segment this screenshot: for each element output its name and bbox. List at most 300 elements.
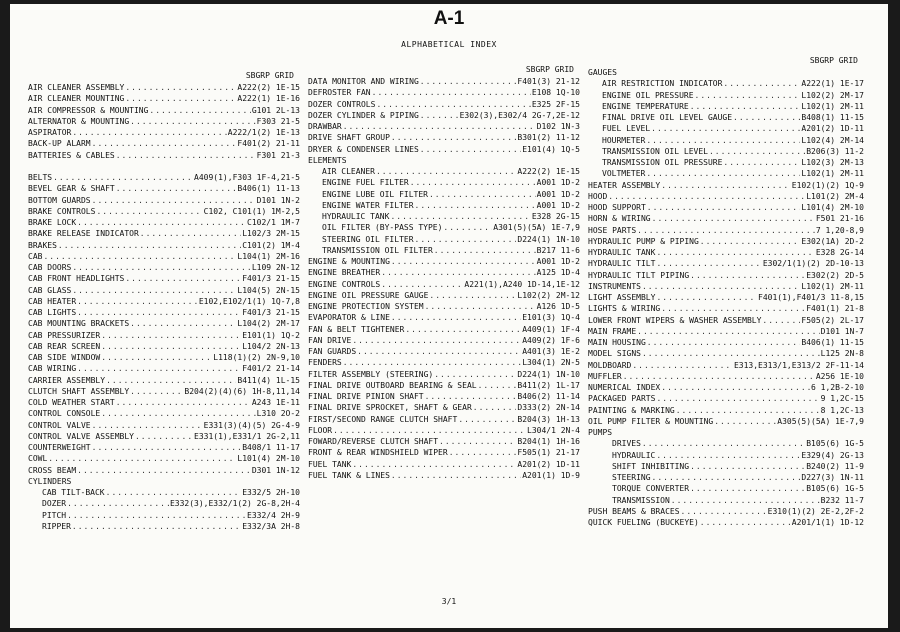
- leader-dots: [130, 318, 236, 329]
- index-entry: [28, 363, 300, 374]
- grid-header: SBGRP GRID: [809, 56, 858, 65]
- entry-name: BOTTOM GUARDS: [28, 195, 91, 205]
- leader-dots: [130, 386, 183, 397]
- entry-name: CAB FRONT HEADLIGHTS: [28, 274, 125, 284]
- entry-grid-ref: A222(2) 1E-15: [517, 167, 580, 176]
- entry-name: CAB: [28, 251, 43, 261]
- index-entry: [308, 234, 580, 245]
- entry-name: EVAPORATOR & LINE: [308, 313, 390, 323]
- index-entry: [308, 144, 580, 155]
- index-entry: [28, 116, 300, 127]
- entry-name: ALTERNATOR & MOUNTING: [28, 116, 130, 126]
- index-entry: [308, 324, 580, 335]
- entry-grid-ref: E108 1Q-10: [531, 88, 580, 98]
- entry-grid-ref: L102(2) 2M-12: [517, 290, 580, 300]
- entry-grid-ref: G101 2L-13: [251, 105, 300, 115]
- entry-name: FIRST/SECOND RANGE CLUTCH SHAFT: [308, 414, 458, 424]
- entry-grid-ref: F401(3) 21-12: [517, 77, 580, 86]
- entry-name: ASPIRATOR: [28, 128, 72, 137]
- entry-grid-ref: E331(3)(4)(5) 2G-4-9: [203, 420, 300, 430]
- leader-dots: [92, 138, 237, 149]
- leader-dots: [429, 290, 516, 301]
- entry-name: COWL: [28, 454, 48, 464]
- leader-dots: [92, 195, 256, 206]
- entry-name: HYDRAULIC TILT: [588, 259, 656, 269]
- entry-grid-ref: B408(1) 11-15: [801, 113, 864, 122]
- index-entry: [308, 369, 580, 380]
- entry-grid-ref: F401/3 21-15: [242, 308, 300, 317]
- entry-name: HORN & WIRING: [588, 214, 651, 224]
- leader-dots: [72, 285, 236, 296]
- index-entry: [308, 121, 580, 132]
- entry-grid-ref: B406(1) 11-13: [237, 184, 300, 194]
- leader-dots: [343, 121, 536, 132]
- entry-grid-ref: B206(3) 11-2: [806, 146, 864, 156]
- entry-grid-ref: B406(2) 11-14: [517, 392, 580, 401]
- index-entry: [28, 273, 300, 284]
- entry-name: DATA MONITOR AND WIRING: [308, 77, 419, 86]
- entry-name: GAUGES: [588, 68, 617, 77]
- index-entry: [588, 146, 864, 157]
- leader-dots: [647, 202, 801, 213]
- entry-grid-ref: E101(1) 1Q-2: [242, 330, 300, 340]
- leader-dots: [690, 101, 801, 112]
- leader-dots: [101, 330, 241, 341]
- index-entry: [588, 461, 864, 472]
- index-entry: [308, 470, 580, 481]
- entry-grid-ref: L104(1) 2M-16: [237, 251, 300, 261]
- index-entry: [28, 206, 300, 217]
- entry-name: CROSS BEAM: [28, 465, 77, 475]
- index-entry: [308, 335, 580, 346]
- page-number: 3/1: [441, 597, 457, 606]
- leader-dots: [690, 461, 805, 472]
- entry-grid-ref: A201(2) 1D-11: [801, 124, 864, 134]
- entry-grid-ref: L102(3) 2M-13: [801, 158, 864, 167]
- index-entry: [588, 123, 864, 134]
- entry-name: BATTERIES & CABLES: [28, 150, 115, 160]
- index-entry: [308, 76, 580, 87]
- entry-name: COUNTERWEIGHT: [28, 443, 91, 452]
- leader-dots: [420, 144, 521, 155]
- entry-name: HYDRAULIC PUMP & PIPING: [588, 236, 699, 246]
- entry-grid-ref: E302(2) 2D-5: [806, 270, 864, 280]
- index-entry: [308, 110, 580, 121]
- entry-grid-ref: B105(6) 1G-5: [806, 484, 864, 494]
- entry-name: PACKAGED PARTS: [588, 394, 656, 404]
- leader-dots: [425, 391, 517, 402]
- entry-grid-ref: L101(4) 2M-10: [801, 203, 864, 212]
- leader-dots: [390, 211, 530, 222]
- entry-grid-ref: B204(3) 1H-13: [517, 414, 580, 424]
- index-entry: [588, 247, 864, 258]
- entry-name: CAB SIDE WINDOW: [28, 353, 101, 362]
- entry-name: ENGINE CONTROLS: [308, 279, 381, 289]
- index-entry: [308, 301, 580, 312]
- index-entry: [28, 341, 300, 352]
- entry-grid-ref: E332/4 2H-9: [247, 510, 300, 520]
- entry-name: HYDRAULIC: [612, 450, 656, 460]
- index-entry: [588, 393, 864, 404]
- entry-grid-ref: L102(1) 2M-11: [801, 169, 864, 179]
- entry-name: TORQUE CONVERTER: [612, 484, 690, 494]
- index-entry: [308, 200, 580, 211]
- entry-grid-ref: F303 21-5: [256, 116, 300, 126]
- index-heading: ALPHABETICAL INDEX: [401, 40, 497, 49]
- index-entry: [308, 391, 580, 402]
- index-entry: [588, 67, 864, 78]
- index-entry: [28, 386, 300, 397]
- index-entry: [588, 90, 864, 101]
- leader-dots: [101, 341, 241, 352]
- entry-name: OIL PUMP FILTER & MOUNTING: [588, 416, 714, 426]
- entry-grid-ref: L104/2 2N-13: [242, 341, 300, 351]
- entry-grid-ref: F501 21-16: [815, 214, 864, 224]
- entry-name: ELEMENTS: [308, 155, 347, 165]
- leader-dots: [125, 93, 236, 104]
- entry-grid-ref: A001 1D-2: [536, 178, 580, 188]
- entry-name: CAB DOORS: [28, 263, 72, 272]
- leader-dots: [116, 183, 237, 194]
- entry-grid-ref: E332(3),E332/1(2) 2G-8,2H-4: [169, 499, 300, 509]
- leader-dots: [420, 110, 459, 121]
- entry-grid-ref: A409(2) 1F-6: [522, 335, 580, 345]
- index-entry: [28, 431, 300, 442]
- leader-dots: [376, 166, 516, 177]
- entry-name: DRAWBAR: [308, 122, 342, 131]
- entry-name: AIR CLEANER MOUNTING: [28, 94, 125, 104]
- leader-dots: [690, 483, 805, 494]
- index-entry: [308, 290, 580, 301]
- leader-dots: [623, 371, 815, 382]
- leader-dots: [656, 247, 814, 258]
- leader-dots: [415, 234, 517, 245]
- entry-name: CYLINDERS: [28, 476, 72, 486]
- entry-grid-ref: D101 1N-7: [820, 326, 864, 336]
- entry-name: HOURMETER: [602, 135, 646, 145]
- entry-grid-ref: E329(4) 2G-13: [801, 450, 864, 460]
- leader-dots: [72, 521, 241, 532]
- leader-dots: [646, 168, 800, 179]
- entry-name: FENDERS: [308, 358, 342, 368]
- entry-grid-ref: L102(2) 2M-17: [801, 90, 864, 100]
- entry-grid-ref: A401(3) 1E-2: [522, 347, 580, 356]
- leader-dots: [116, 397, 251, 408]
- entry-name: OIL FILTER (BY-PASS TYPE): [322, 223, 443, 233]
- index-entry: [588, 348, 864, 359]
- entry-name: FLOOR: [308, 425, 333, 435]
- leader-dots: [473, 402, 517, 413]
- blank-row: [28, 161, 300, 172]
- entry-name: ENGINE BREATHER: [308, 268, 381, 278]
- entry-grid-ref: L101(2) 2M-4: [806, 191, 864, 201]
- leader-dots: [733, 112, 800, 123]
- leader-dots: [106, 487, 242, 498]
- entry-name: PAINTING & MARKING: [588, 405, 675, 415]
- index-entry: [28, 442, 300, 453]
- index-entry: [308, 267, 580, 278]
- entry-grid-ref: A001 1D-2: [536, 200, 580, 210]
- entry-grid-ref: A001 1D-2: [536, 257, 580, 266]
- leader-dots: [405, 324, 521, 335]
- index-entry: [28, 195, 300, 206]
- leader-dots: [642, 348, 820, 359]
- index-entry: [28, 138, 300, 149]
- entry-grid-ref: E302/1(1)(2) 2D-10-13: [762, 259, 864, 269]
- entry-name: BRAKE CONTROLS: [28, 206, 96, 216]
- leader-dots: [77, 296, 198, 307]
- leader-dots: [92, 420, 203, 431]
- entry-name: CAB WIRING: [28, 364, 77, 374]
- index-entry: [588, 382, 864, 393]
- leader-dots: [434, 369, 516, 380]
- leader-dots: [376, 99, 530, 110]
- entry-name: DOZER CYLINDER & PIPING: [308, 110, 419, 120]
- entry-name: CAB PRESSURIZER: [28, 330, 101, 340]
- entry-grid-ref: 7 1,20-8,9: [815, 225, 864, 235]
- leader-dots: [723, 78, 800, 89]
- index-entry: [308, 245, 580, 256]
- index-entry: [588, 472, 864, 483]
- entry-name: ENGINE FUEL FILTER: [322, 178, 409, 188]
- entry-grid-ref: L102/3 2M-15: [242, 229, 300, 239]
- leader-dots: [690, 270, 805, 281]
- index-entry: [308, 99, 580, 110]
- entry-name: FUEL TANK & LINES: [308, 470, 390, 480]
- index-entry: [28, 296, 300, 307]
- index-entry: [588, 236, 864, 247]
- index-entry: [308, 436, 580, 447]
- entry-grid-ref: L109 2N-12: [251, 263, 300, 272]
- entry-name: BELTS: [28, 173, 53, 182]
- index-entry: [588, 438, 864, 449]
- entry-grid-ref: A243 1E-11: [251, 398, 300, 407]
- leader-dots: [135, 431, 193, 442]
- entry-name: PUSH BEAMS & BRACES: [588, 506, 680, 516]
- index-entry: [308, 256, 580, 267]
- entry-name: BRAKE RELEASE INDICATOR: [28, 229, 139, 239]
- entry-name: CONTROL CONSOLE: [28, 409, 101, 419]
- entry-grid-ref: C102, C101(1) 1M-2,5: [203, 206, 300, 216]
- index-entry: [28, 498, 300, 509]
- index-entry: [588, 495, 864, 506]
- entry-name: FINAL DRIVE OIL LEVEL GAUGE: [602, 113, 733, 122]
- index-entry: [308, 380, 580, 391]
- index-entry: [588, 405, 864, 416]
- leader-dots: [415, 200, 536, 211]
- leader-dots: [652, 472, 801, 483]
- leader-dots: [695, 90, 801, 101]
- index-entry: [588, 450, 864, 461]
- index-entry: [28, 397, 300, 408]
- entry-name: AIR COMPRESSOR & MOUNTING: [28, 105, 149, 115]
- entry-grid-ref: F401/2 21-14: [242, 364, 300, 374]
- entry-grid-ref: B240(2) 11-9: [806, 461, 864, 471]
- index-entry: [28, 105, 300, 116]
- entry-name: DRYER & CONDENSER LINES: [308, 144, 419, 154]
- entry-grid-ref: A409(1),F303 1F-4,21-5: [194, 173, 300, 182]
- leader-dots: [96, 206, 202, 217]
- entry-grid-ref: E313,E313/1,E313/2 2F-11-14: [733, 360, 864, 370]
- index-entry: [588, 157, 864, 168]
- index-entry: [588, 506, 864, 517]
- leader-dots: [762, 315, 800, 326]
- leader-dots: [72, 262, 250, 273]
- entry-name: STEERING: [612, 473, 651, 482]
- entry-grid-ref: L304(1) 2N-5: [522, 358, 580, 368]
- leader-dots: [67, 498, 169, 509]
- index-entry: [588, 180, 864, 191]
- page-title: A-1: [433, 8, 465, 29]
- entry-grid-ref: L104(5) 2N-15: [237, 285, 300, 295]
- entry-name: CARRIER ASSEMBLY: [28, 375, 106, 385]
- entry-grid-ref: E331(1),E331/1 2G-2,11: [194, 431, 300, 441]
- leader-dots: [429, 189, 536, 200]
- index-entry: [588, 483, 864, 494]
- entry-name: SHIFT INHIBITING: [612, 461, 690, 471]
- entry-grid-ref: A222/1(2) 1E-13: [227, 128, 300, 137]
- index-entry: [308, 211, 580, 222]
- leader-dots: [125, 82, 236, 93]
- entry-name: MUFFLER: [588, 371, 622, 381]
- index-entry: [308, 312, 580, 323]
- leader-dots: [101, 408, 255, 419]
- entry-grid-ref: D102 1N-3: [536, 122, 580, 131]
- leader-dots: [77, 363, 241, 374]
- index-entry: [308, 414, 580, 425]
- index-entry: [588, 371, 864, 382]
- entry-grid-ref: E101(4) 1Q-5: [522, 144, 580, 154]
- index-entry: [588, 78, 864, 89]
- index-entry: [588, 303, 864, 314]
- entry-name: HOOD SUPPORT: [588, 203, 646, 212]
- index-entry: [28, 82, 300, 93]
- index-entry: [588, 270, 864, 281]
- leader-dots: [632, 360, 733, 371]
- leader-dots: [651, 123, 800, 134]
- leader-dots: [116, 150, 256, 161]
- index-entry: [28, 476, 300, 487]
- leader-dots: [357, 346, 521, 357]
- index-entry: [28, 172, 300, 183]
- entry-grid-ref: 9 1,2C-15: [820, 394, 864, 404]
- entry-name: CONTROL VALVE ASSEMBLY: [28, 431, 134, 441]
- entry-name: FAN GUARDS: [308, 347, 357, 356]
- leader-dots: [709, 146, 805, 157]
- entry-name: HEATER ASSEMBLY: [588, 180, 661, 190]
- entry-grid-ref: E102,E102/1(1) 1Q-7,8: [198, 296, 300, 306]
- entry-grid-ref: L310 2O-2: [256, 409, 300, 419]
- leader-dots: [608, 191, 805, 202]
- index-entry: [588, 101, 864, 112]
- grid-header: SBGRP GRID: [525, 65, 574, 74]
- entry-name: AIR CLEANER ASSEMBLY: [28, 83, 125, 92]
- index-entry: [588, 416, 864, 427]
- index-entry: [308, 402, 580, 413]
- entry-name: ENGINE OIL PRESSURE: [602, 90, 694, 100]
- leader-dots: [125, 273, 241, 284]
- entry-name: ENGINE TEMPERATURE: [602, 101, 689, 111]
- index-column-3: [588, 55, 864, 528]
- entry-grid-ref: A201/1(1) 1D-12: [791, 518, 864, 527]
- entry-name: TRANSMISSION OIL FILTER: [322, 245, 433, 255]
- entry-name: FILTER ASSEMBLY (STEERING): [308, 369, 434, 379]
- leader-dots: [700, 236, 801, 247]
- index-entry: [308, 155, 580, 166]
- entry-name: FINAL DRIVE OUTBOARD BEARING & SEAL: [308, 380, 477, 390]
- leader-dots: [700, 517, 791, 528]
- leader-dots: [661, 303, 805, 314]
- index-entry: [588, 281, 864, 292]
- entry-name: MAIN FRAME: [588, 326, 637, 336]
- leader-dots: [67, 510, 246, 521]
- entry-name: ENGINE OIL PRESSURE GAUGE: [308, 290, 429, 300]
- entry-grid-ref: A201(1) 1D-9: [522, 470, 580, 480]
- leader-dots: [656, 393, 819, 404]
- leader-dots: [372, 87, 531, 98]
- entry-grid-ref: A126 1D-5: [536, 302, 580, 311]
- index-entry: [588, 202, 864, 213]
- index-column-1: [28, 70, 300, 532]
- grid-header: SBGRP GRID: [245, 71, 294, 80]
- entry-name: ENGINE & MOUNTING: [308, 257, 390, 266]
- leader-dots: [410, 177, 536, 188]
- index-entry: [588, 112, 864, 123]
- leader-dots: [77, 217, 246, 228]
- entry-name: HYDRAULIC TILT PIPING: [588, 270, 690, 280]
- leader-dots: [714, 416, 776, 427]
- index-entry: [308, 222, 580, 233]
- entry-name: CAB REAR SCREEN: [28, 341, 101, 351]
- entry-name: INSTRUMENTS: [588, 281, 641, 291]
- entry-name: PUMPS: [588, 428, 613, 437]
- entry-name: PITCH: [42, 510, 67, 520]
- entry-name: NUMERICAL INDEX: [588, 383, 661, 392]
- entry-name: VOLTMETER: [602, 169, 646, 179]
- leader-dots: [656, 450, 800, 461]
- leader-dots: [352, 459, 516, 470]
- index-entry: [28, 408, 300, 419]
- entry-grid-ref: L102(4) 2M-14: [801, 135, 864, 145]
- entry-grid-ref: 8 1,2C-13: [820, 405, 864, 415]
- entry-name: COLD WEATHER START: [28, 398, 115, 407]
- entry-grid-ref: D101 1N-2: [256, 195, 300, 205]
- entry-name: MOLDBOARD: [588, 360, 632, 370]
- leader-dots: [642, 281, 800, 292]
- index-entry: [28, 183, 300, 194]
- entry-grid-ref: B204(2)(4)(6) 1H-8,11,14: [184, 386, 300, 396]
- index-entry: [28, 150, 300, 161]
- entry-name: FAN & BELT TIGHTENER: [308, 324, 405, 334]
- index-entry: [588, 360, 864, 371]
- entry-name: FINAL DRIVE PINION SHAFT: [308, 392, 424, 401]
- leader-dots: [77, 465, 251, 476]
- index-entry: [28, 228, 300, 239]
- leader-dots: [656, 292, 757, 303]
- entry-grid-ref: E332/5 2H-10: [242, 488, 300, 497]
- entry-name: LIGHTS & WIRING: [588, 304, 661, 314]
- leader-dots: [130, 116, 255, 127]
- index-entry: [28, 318, 300, 329]
- index-entry: [588, 517, 864, 528]
- index-entry: [28, 375, 300, 386]
- entry-name: FINAL DRIVE SPROCKET, SHAFT & GEAR: [308, 403, 472, 413]
- entry-name: FUEL TANK: [308, 459, 352, 469]
- index-entry: [308, 166, 580, 177]
- entry-name: BEVEL GEAR & SHAFT: [28, 184, 115, 194]
- entry-name: BRAKES: [28, 240, 57, 250]
- entry-grid-ref: F401(1) 21-8: [806, 304, 864, 314]
